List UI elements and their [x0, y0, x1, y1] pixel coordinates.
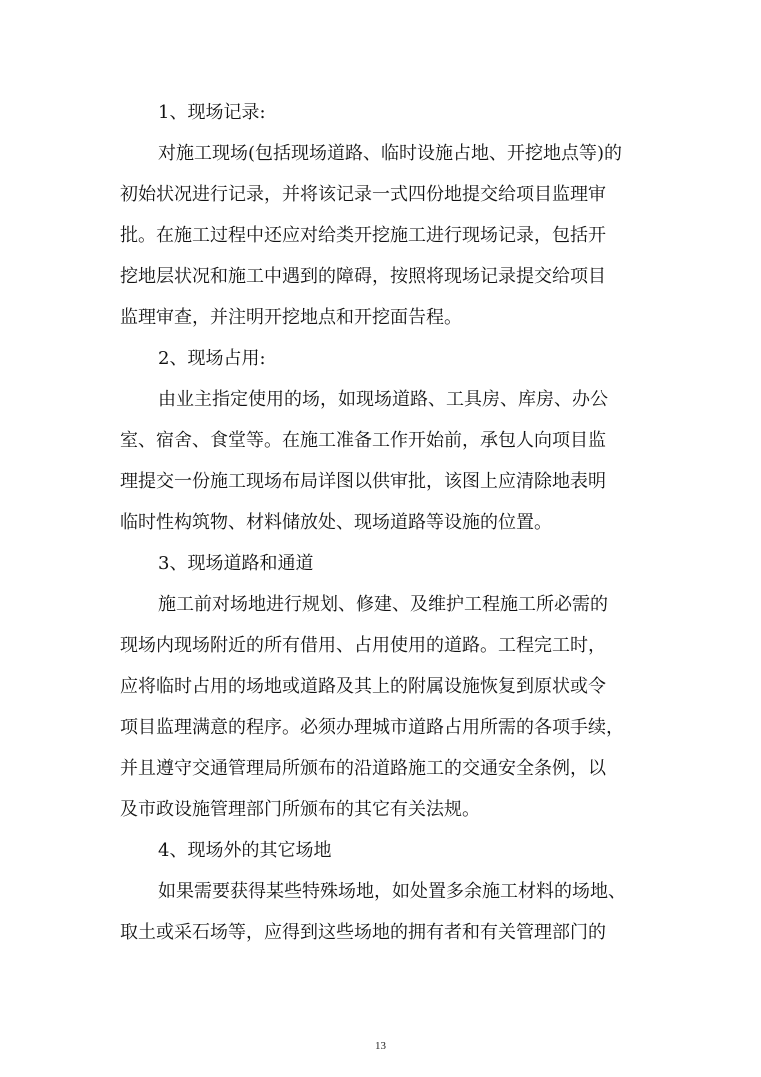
section-heading: 1、现场记录: [158, 102, 266, 123]
document-body [120, 92, 640, 953]
paragraph-line: 取土或采石场等，应得到这些场地的拥有者和有关管理部门的 [120, 922, 606, 943]
paragraph-line: 施工前对场地进行规划、修建、及维护工程施工所必需的 [158, 594, 608, 615]
paragraph-line: 如果需要获得某些特殊场地，如处置多余施工材料的场地、 [158, 881, 626, 902]
section-heading: 2、现场占用: [158, 348, 266, 369]
section-offsite-areas [120, 830, 640, 953]
paragraph-line: 项目监理满意的程序。必须办理城市道路占用所需的各项手续， [120, 717, 624, 738]
paragraph-line: 现场内现场附近的所有借用、占用使用的道路。工程完工时， [120, 635, 606, 656]
paragraph-line: 初始状况进行记录，并将该记录一式四份地提交给项目监理审 [120, 184, 606, 205]
paragraph-line: 挖地层状况和施工中遇到的障碍，按照将现场记录提交给项目 [120, 266, 606, 287]
section-site-roads [120, 543, 640, 830]
section-site-records [120, 92, 640, 338]
section-heading: 3、现场道路和通道 [158, 553, 314, 574]
page-number: 13 [375, 1040, 386, 1052]
paragraph-line: 监理审查，并注明开挖地点和开挖面告程。 [120, 307, 462, 328]
paragraph-line: 应将临时占用的场地或道路及其上的附属设施恢复到原状或令 [120, 676, 606, 697]
paragraph-line: 并且遵守交通管理局所颁布的沿道路施工的交通安全条例，以 [120, 758, 606, 779]
paragraph-line: 室、宿舍、食堂等。在施工准备工作开始前，承包人向项目监 [120, 430, 606, 451]
paragraph-line: 由业主指定使用的场，如现场道路、工具房、库房、办公 [158, 389, 608, 410]
section-site-occupation [120, 338, 640, 543]
paragraph-line: 对施工现场(包括现场道路、临时设施占地、开挖地点等)的 [158, 143, 623, 164]
paragraph-line: 批。在施工过程中还应对给类开挖施工进行现场记录，包括开 [120, 225, 606, 246]
paragraph-line: 理提交一份施工现场布局详图以供审批，该图上应清除地表明 [120, 471, 606, 492]
paragraph-line: 临时性构筑物、材料储放处、现场道路等设施的位置。 [120, 512, 552, 533]
section-heading: 4、现场外的其它场地 [158, 840, 332, 861]
paragraph-line: 及市政设施管理部门所颁布的其它有关法规。 [120, 799, 480, 820]
